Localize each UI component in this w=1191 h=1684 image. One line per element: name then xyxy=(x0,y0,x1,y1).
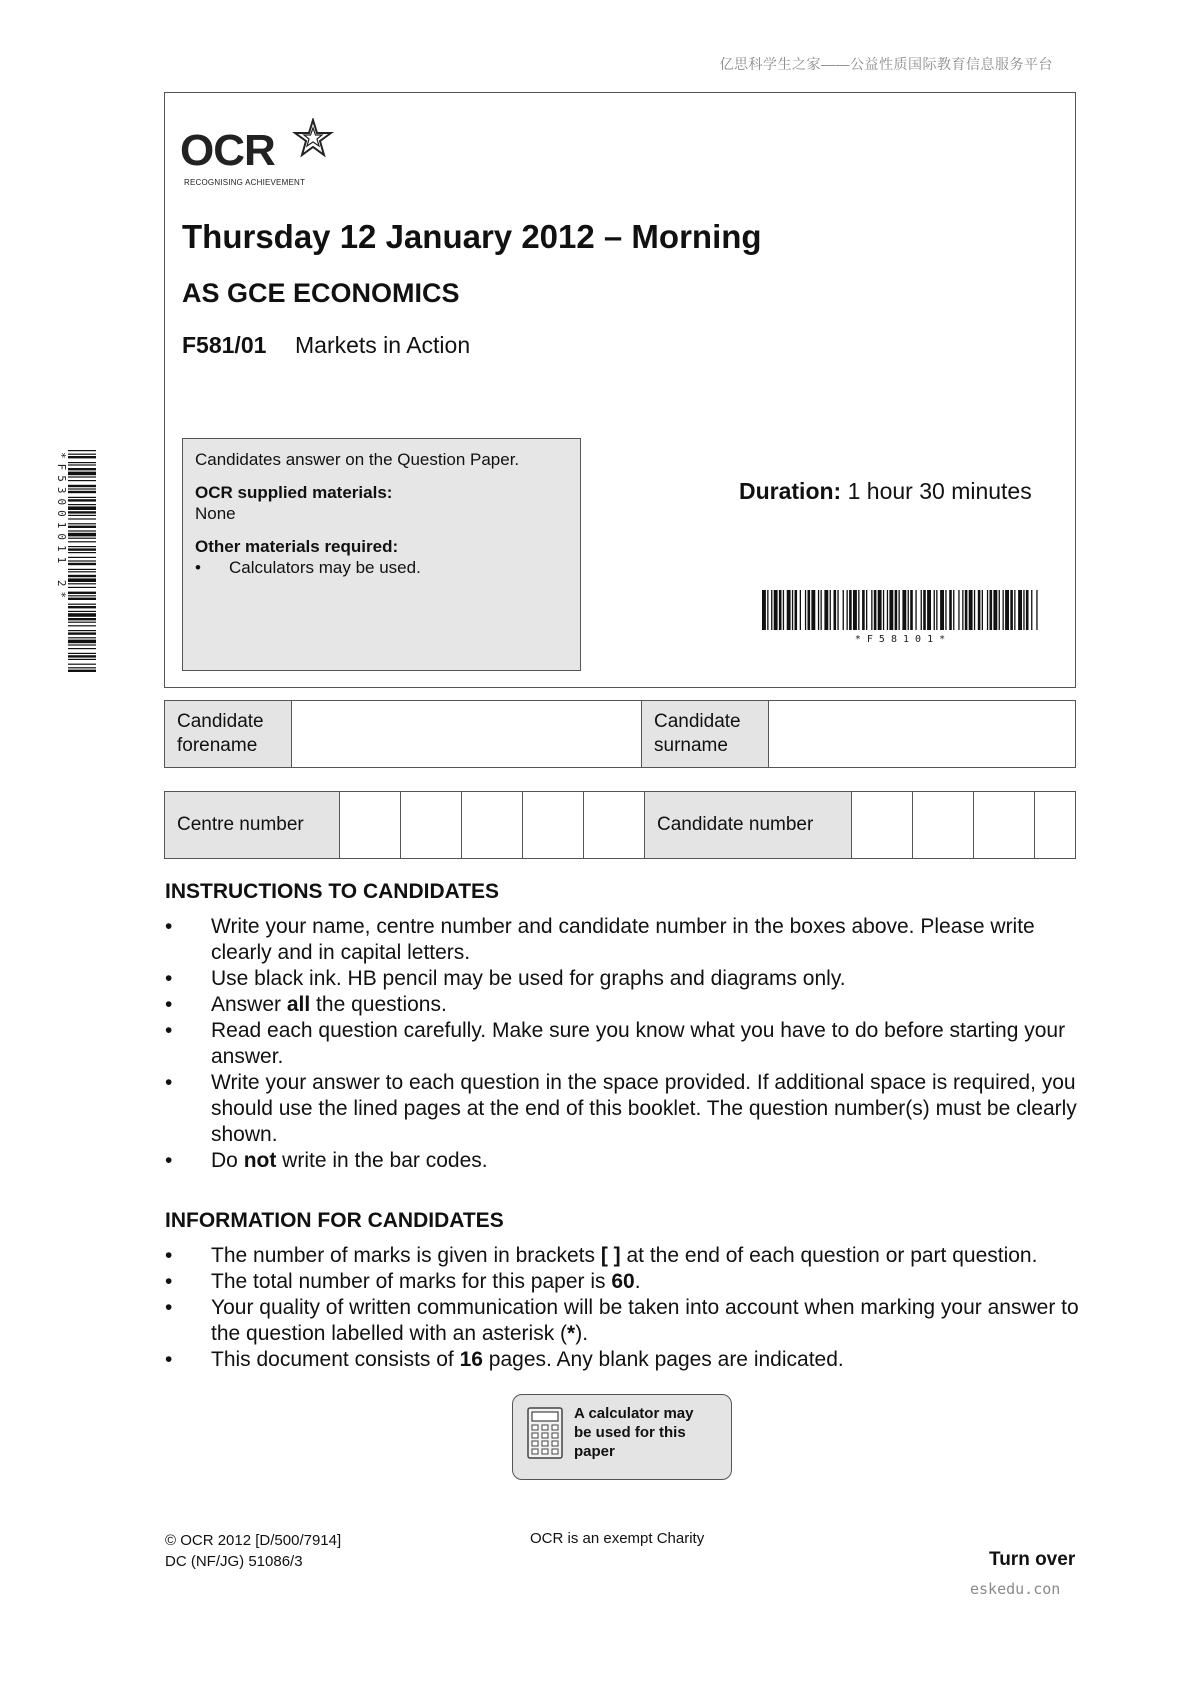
barcode-bar xyxy=(792,590,793,630)
barcode-bar xyxy=(68,587,96,588)
barcode-bar xyxy=(68,557,96,558)
list-item: • Read each question carefully. Make sure you know what you have to do before starting your answer. xyxy=(165,1019,1066,1068)
forename-label: Candidate forename xyxy=(165,701,292,767)
duration-label: Duration: xyxy=(739,478,842,504)
duration xyxy=(739,478,1032,505)
barcode-bar xyxy=(818,590,819,630)
barcode-bar xyxy=(853,590,857,630)
barcode-bar xyxy=(68,450,96,451)
barcode-bar xyxy=(866,590,867,630)
barcode-bar xyxy=(68,548,96,550)
barcode-bar xyxy=(68,480,96,481)
barcode-bar xyxy=(68,518,96,519)
barcode-bar xyxy=(68,523,96,524)
barcode-bar xyxy=(68,644,96,645)
other-materials-heading: Other materials required: xyxy=(195,537,399,556)
centre-number-digit-box[interactable] xyxy=(523,792,584,858)
barcode-bar xyxy=(762,590,766,630)
barcode-bar xyxy=(68,659,96,660)
ocr-logo xyxy=(180,118,355,192)
list-item: • Write your name, centre number and candidate number in the boxes above. Please write clearly and in capital letters. xyxy=(165,915,1035,964)
supplied-materials-value: None xyxy=(195,504,236,523)
barcode-bar xyxy=(68,606,96,608)
paper-title: Markets in Action xyxy=(295,332,471,358)
barcode-bar xyxy=(889,590,893,630)
instructions-list xyxy=(165,914,1085,1174)
paper-code: F581/01 xyxy=(182,332,267,358)
duration-value: 1 hour 30 minutes xyxy=(847,478,1032,504)
barcode-bar xyxy=(878,590,882,630)
barcode-bar xyxy=(805,590,806,630)
forename-field[interactable] xyxy=(292,701,642,767)
barcode-bar xyxy=(962,590,963,630)
barcode-bar xyxy=(68,511,96,513)
barcode-bar xyxy=(834,590,837,630)
barcode-bar xyxy=(68,530,96,531)
barcode-bar xyxy=(68,571,96,572)
barcode-bar xyxy=(68,560,96,561)
barcode-bar xyxy=(934,590,935,630)
barcode-bar xyxy=(68,640,96,644)
barcode-bar xyxy=(858,590,859,630)
barcode-bar xyxy=(1036,590,1037,630)
barcode-bar xyxy=(68,618,96,620)
barcode-bar xyxy=(795,590,798,630)
barcode-bar xyxy=(68,604,96,605)
barcode-bar xyxy=(830,590,831,630)
barcode-bar xyxy=(68,497,96,498)
barcode-bar xyxy=(68,462,96,463)
barcode-bar xyxy=(68,454,96,455)
barcode-bar xyxy=(800,590,801,630)
barcode-bar xyxy=(824,590,828,630)
barcode-bar xyxy=(68,485,96,487)
paper-barcode xyxy=(760,590,1040,644)
barcode-bar xyxy=(990,590,993,630)
candidate-barcode xyxy=(52,448,98,674)
barcode-bar xyxy=(965,590,968,630)
barcode-bar xyxy=(68,464,96,465)
barcode-bar xyxy=(923,590,926,630)
candidate-name-row xyxy=(164,700,1076,768)
barcode-bar xyxy=(969,590,973,630)
answer-on-paper-note: Candidates answer on the Question Paper. xyxy=(195,450,520,469)
barcode-bar xyxy=(847,590,848,630)
candidate-number-digit-box[interactable] xyxy=(1035,792,1075,858)
barcode-bar xyxy=(68,491,96,493)
centre-number-digit-box[interactable] xyxy=(340,792,401,858)
star-logo-icon xyxy=(292,118,334,160)
surname-field[interactable] xyxy=(769,701,1075,767)
barcode-bar xyxy=(68,637,96,638)
barcode-bar xyxy=(68,526,96,528)
barcode-bar xyxy=(808,590,811,630)
barcode-bar xyxy=(887,590,888,630)
barcode-bar xyxy=(908,590,909,630)
barcode-bar xyxy=(68,541,96,542)
barcode-bar xyxy=(68,533,96,537)
footer-charity: OCR is an exempt Charity xyxy=(530,1530,705,1547)
barcode-bar xyxy=(68,655,96,657)
list-item: • Write your answer to each question in the space provided. If additional space is required, you should use the lined pages at the end of this booklet. The question number(s) must be clearly shown. xyxy=(165,1071,1077,1146)
barcode-bar xyxy=(899,590,900,630)
barcode-bar xyxy=(978,590,981,630)
barcode-bar xyxy=(68,578,96,582)
barcode-bar xyxy=(949,590,952,630)
barcode-bar xyxy=(68,653,96,654)
barcode-bar xyxy=(68,499,96,501)
barcode-bar xyxy=(1026,590,1029,630)
calculator-notice xyxy=(512,1394,732,1480)
barcode-bar xyxy=(68,456,96,458)
barcode-bar xyxy=(811,590,815,630)
barcode-bar xyxy=(936,590,937,630)
list-item: • Answer all the questions. xyxy=(165,993,447,1016)
barcode-bar xyxy=(982,590,983,630)
supplied-materials-heading: OCR supplied materials: xyxy=(195,483,393,502)
barcode-bar xyxy=(953,590,954,630)
barcode-bar xyxy=(1018,590,1022,630)
barcode-bar xyxy=(68,468,96,470)
barcode-bar xyxy=(1005,590,1009,630)
barcode-bar xyxy=(837,590,838,630)
barcode-bar xyxy=(774,590,778,630)
materials-box xyxy=(182,438,581,671)
barcode-bar xyxy=(68,670,96,672)
barcode-bar xyxy=(68,476,96,477)
list-item: • Your quality of written communication will be taken into account when marking your answer to the question labelled with an asterisk (*). xyxy=(165,1296,1079,1345)
barcode-bar xyxy=(68,632,96,634)
turn-over-label: Turn over xyxy=(989,1549,1076,1570)
barcode-bar xyxy=(68,595,96,596)
barcode-bar xyxy=(68,538,96,539)
calculator-notice-text: A calculator may be used for this paper xyxy=(574,1405,694,1460)
list-item: • The number of marks is given in brackets [ ] at the end of each question or part question. xyxy=(165,1244,1038,1267)
barcode-bar xyxy=(940,590,944,630)
barcode-bar xyxy=(1010,590,1013,630)
list-item: • Use black ink. HB pencil may be used for graphs and diagrams only. xyxy=(165,967,846,990)
barcode-bar xyxy=(68,552,96,553)
barcode-bar xyxy=(68,648,96,649)
candidate-number-digit-box[interactable] xyxy=(974,792,1035,858)
logo-wordmark: OCR xyxy=(180,126,275,175)
barcode-bar xyxy=(68,575,96,577)
barcode-bar xyxy=(915,590,916,630)
barcode-bar xyxy=(862,590,865,630)
barcode-bar xyxy=(68,592,96,594)
information-heading: INFORMATION FOR CANDIDATES xyxy=(165,1209,504,1232)
barcode-bar xyxy=(1031,590,1032,630)
centre-number-digit-box[interactable] xyxy=(584,792,645,858)
list-item: • Do not write in the bar codes. xyxy=(165,1149,488,1172)
barcode-bar xyxy=(883,590,884,630)
barcode-bar xyxy=(874,590,877,630)
barcode-bar xyxy=(68,583,96,584)
list-item: • This document consists of 16 pages. Any blank pages are indicated. xyxy=(165,1348,844,1371)
bullet: • xyxy=(195,558,201,577)
list-item: • The total number of marks for this paper is 60. xyxy=(165,1270,641,1293)
barcode-bar xyxy=(1003,590,1004,630)
barcode-bar xyxy=(68,667,96,668)
barcode-bar xyxy=(68,630,96,631)
barcode-bar xyxy=(771,590,772,630)
barcode-bar xyxy=(68,598,96,600)
calculator-icon xyxy=(527,1407,563,1459)
candidate-number-label: Candidate number xyxy=(645,792,852,858)
number-row xyxy=(164,791,1076,859)
barcode-bar xyxy=(921,590,922,630)
barcode-bar xyxy=(779,590,782,630)
barcode-caption: * F 5 8 1 0 1 * xyxy=(854,634,946,644)
barcode-bar xyxy=(68,664,96,665)
instructions-heading: INSTRUCTIONS TO CANDIDATES xyxy=(165,880,500,903)
barcode-bar xyxy=(783,590,784,630)
barcode-bar xyxy=(68,622,96,623)
barcode-bar xyxy=(843,590,844,630)
barcode-bar xyxy=(1014,590,1015,630)
barcode-bar xyxy=(958,590,959,630)
barcode-bar xyxy=(68,488,96,489)
barcode-bar xyxy=(68,506,96,510)
watermark-bottom: eskedu.con xyxy=(970,1580,1061,1598)
logo-tagline: RECOGNISING ACHIEVEMENT xyxy=(184,178,306,187)
barcode-bar xyxy=(68,504,96,505)
barcode-bar xyxy=(68,472,96,476)
candidate-number-digit-box[interactable] xyxy=(913,792,974,858)
barcode-bar xyxy=(68,515,96,516)
barcode-bar xyxy=(849,590,852,630)
barcode-bar xyxy=(974,590,975,630)
barcode-bar xyxy=(767,590,768,630)
barcode-bar xyxy=(68,563,96,565)
centre-number-digit-box[interactable] xyxy=(462,792,523,858)
watermark-top: 亿思科学生之家——公益性质国际教育信息服务平台 xyxy=(719,56,1053,72)
other-materials-item: • Calculators may be used. xyxy=(195,558,421,577)
surname-label: Candidate surname xyxy=(642,701,769,767)
candidate-number-digit-box[interactable] xyxy=(852,792,913,858)
barcode-bar xyxy=(895,590,898,630)
subject-title: AS GCE ECONOMICS xyxy=(182,278,460,308)
barcode-bar xyxy=(871,590,872,630)
barcode-bar xyxy=(68,611,96,612)
vertical-barcode-caption: *F53001011 2* xyxy=(55,452,68,604)
barcode-bar xyxy=(1023,590,1024,630)
barcode-bar xyxy=(999,590,1000,630)
barcode-bar xyxy=(68,613,96,617)
exam-date-title: Thursday 12 January 2012 – Morning xyxy=(182,218,762,255)
barcode-bar xyxy=(945,590,946,630)
barcode-bar xyxy=(787,590,791,630)
barcode-bar xyxy=(993,590,997,630)
barcode-bar xyxy=(927,590,931,630)
barcode-bar xyxy=(821,590,822,630)
barcode-bar xyxy=(902,590,906,630)
barcode-bar xyxy=(68,546,96,547)
barcode-bar xyxy=(910,590,913,630)
centre-number-label: Centre number xyxy=(165,792,340,858)
barcode-bar xyxy=(68,625,96,626)
barcode-bar xyxy=(68,569,96,570)
barcode-bar xyxy=(987,590,988,630)
centre-number-digit-box[interactable] xyxy=(401,792,462,858)
information-list xyxy=(165,1243,1085,1373)
footer-copyright: © OCR 2012 [D/500/7914] DC (NF/JG) 51086/3 xyxy=(165,1532,342,1570)
